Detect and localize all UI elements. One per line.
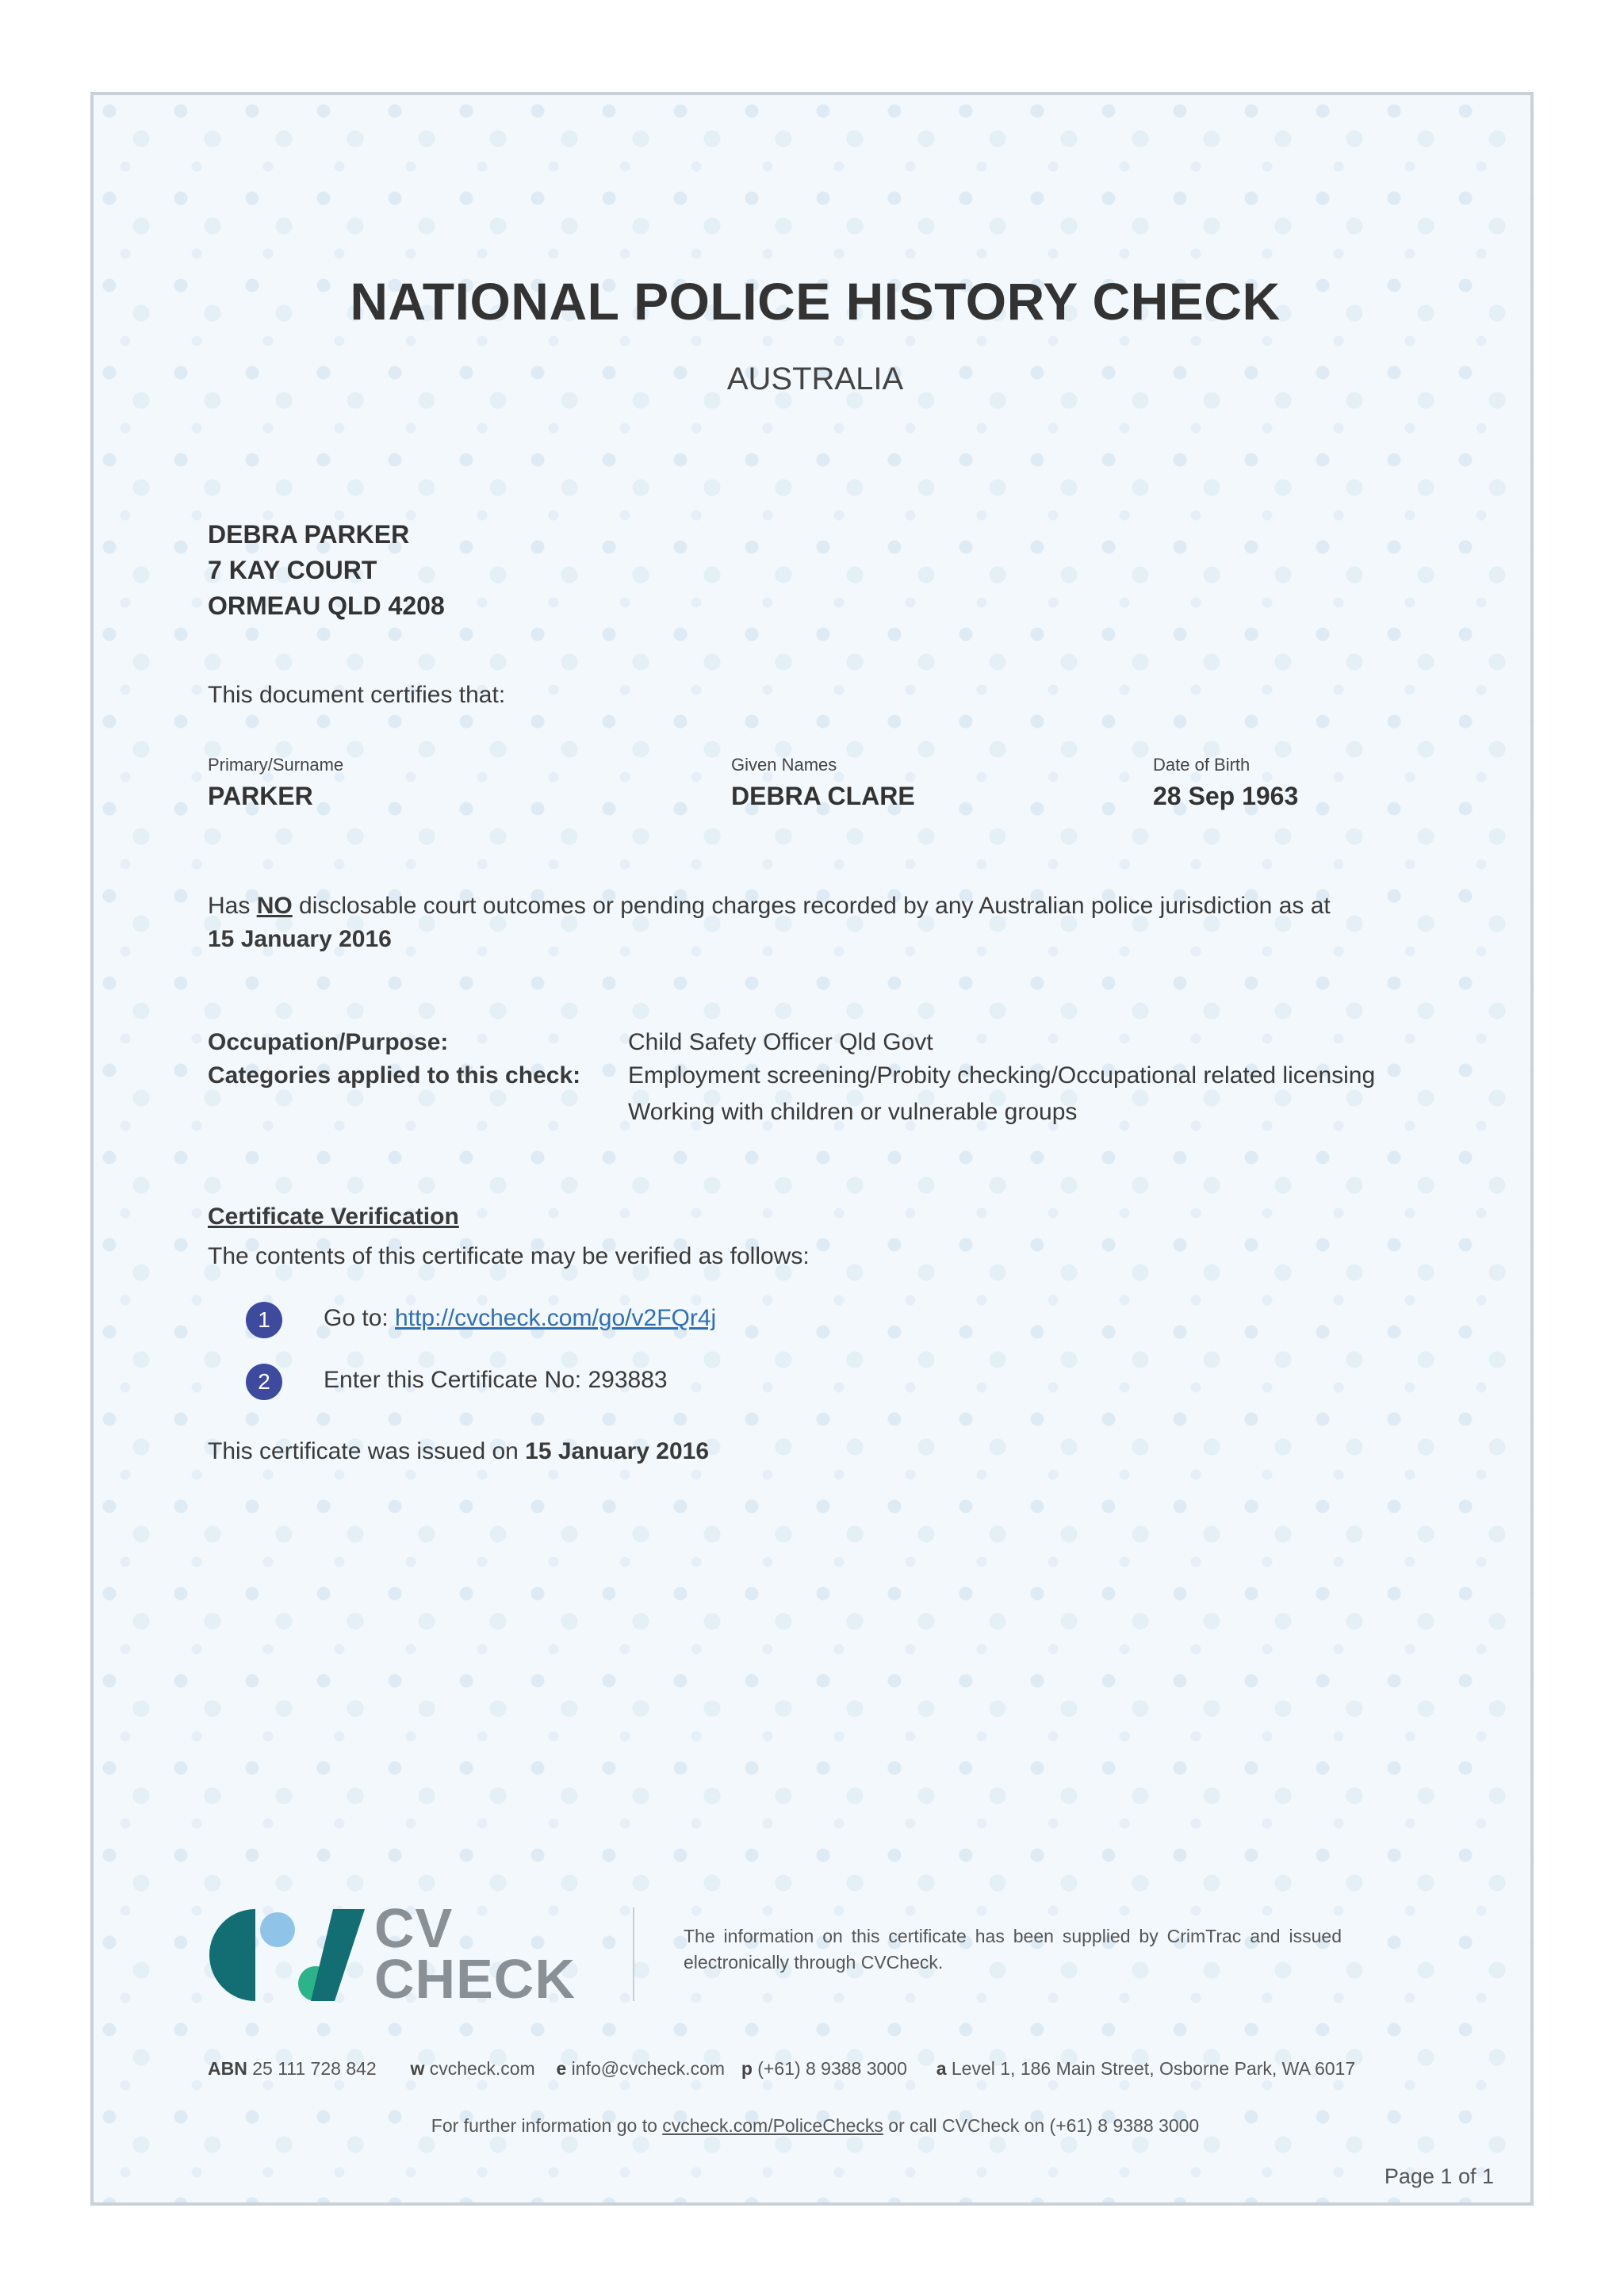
- verification-heading: Certificate Verification: [208, 1203, 459, 1230]
- phone-value: (+61) 8 9388 3000: [757, 2058, 907, 2079]
- dob-value: 28 Sep 1963: [1153, 782, 1299, 810]
- footer-contact-row: [208, 2058, 1355, 2080]
- step-number-badge: 1: [246, 1302, 282, 1338]
- given-names-label: Given Names: [731, 755, 837, 775]
- police-checks-link[interactable]: cvcheck.com/PoliceChecks: [662, 2115, 883, 2136]
- step1-prefix: Go to:: [324, 1305, 396, 1331]
- abn-label: ABN: [208, 2058, 247, 2079]
- verification-intro: The contents of this certificate may be verified as follows:: [208, 1243, 810, 1269]
- category-item: Employment screening/Probity checking/Occupational related licensing: [628, 1062, 1376, 1089]
- occupation-label: Occupation/Purpose:: [208, 1029, 449, 1055]
- cvcheck-logo: [208, 1897, 588, 2010]
- further-info: [94, 2115, 1537, 2137]
- recipient-name: DEBRA PARKER: [208, 520, 410, 549]
- recipient-city: ORMEAU QLD 4208: [208, 591, 445, 620]
- document-title: NATIONAL POLICE HISTORY CHECK: [350, 272, 1281, 331]
- certificate-sheet: [90, 92, 1534, 2206]
- given-names-value: DEBRA CLARE: [731, 782, 915, 810]
- logo-divider: [633, 1908, 634, 2001]
- verification-step-1: [324, 1305, 716, 1332]
- issued-statement: [208, 1438, 709, 1465]
- address-label: a: [936, 2058, 947, 2079]
- abn-value: 25 111 728 842: [252, 2058, 377, 2079]
- categories-label: Categories applied to this check:: [208, 1062, 581, 1089]
- email-value: info@cvcheck.com: [571, 2058, 726, 2079]
- email-label: e: [556, 2058, 567, 2079]
- surname-value: PARKER: [208, 782, 313, 810]
- website-value: cvcheck.com: [429, 2058, 535, 2079]
- logo-line-cv: CV: [374, 1897, 454, 1959]
- category-item: Working with children or vulnerable groups: [628, 1099, 1078, 1125]
- step-number-badge: 2: [246, 1364, 282, 1400]
- issued-date: 15 January 2016: [525, 1438, 710, 1464]
- surname-label: Primary/Surname: [208, 755, 344, 775]
- dob-label: Date of Birth: [1153, 755, 1251, 775]
- verification-link[interactable]: http://cvcheck.com/go/v2FQr4j: [395, 1305, 717, 1331]
- occupation-value: Child Safety Officer Qld Govt: [628, 1029, 933, 1055]
- result-prefix: Has: [208, 893, 257, 919]
- document-subtitle: AUSTRALIA: [726, 362, 904, 396]
- cvcheck-logo-mark: [208, 1903, 366, 2006]
- page-indicator: Page 1 of 1: [1384, 2164, 1494, 2188]
- website-label: w: [410, 2058, 425, 2079]
- further-suffix: or call CVCheck on (+61) 8 9388 3000: [883, 2115, 1200, 2136]
- disclaimer-text: The information on this certificate has been supplied by CrimTrac and issued electronically through CVCheck.: [684, 1926, 1342, 1973]
- result-date: 15 January 2016: [208, 926, 392, 952]
- recipient-street: 7 KAY COURT: [208, 556, 377, 584]
- result-statement: [208, 893, 1477, 920]
- logo-line-check: CHECK: [374, 1948, 576, 2010]
- address-value: Level 1, 186 Main Street, Osborne Park, WA 6017: [951, 2058, 1356, 2079]
- issued-prefix: This certificate was issued on: [208, 1438, 526, 1464]
- recipient-address: [208, 517, 445, 624]
- phone-label: p: [741, 2058, 753, 2079]
- verification-step-2: Enter this Certificate No: 293883: [324, 1367, 668, 1393]
- certifies-text: This document certifies that:: [208, 682, 506, 708]
- result-no: NO: [256, 893, 293, 919]
- result-text: disclosable court outcomes or pending charges recorded by any Australian police jurisdiction as at: [292, 893, 1331, 919]
- further-prefix: For further information go to: [431, 2115, 663, 2136]
